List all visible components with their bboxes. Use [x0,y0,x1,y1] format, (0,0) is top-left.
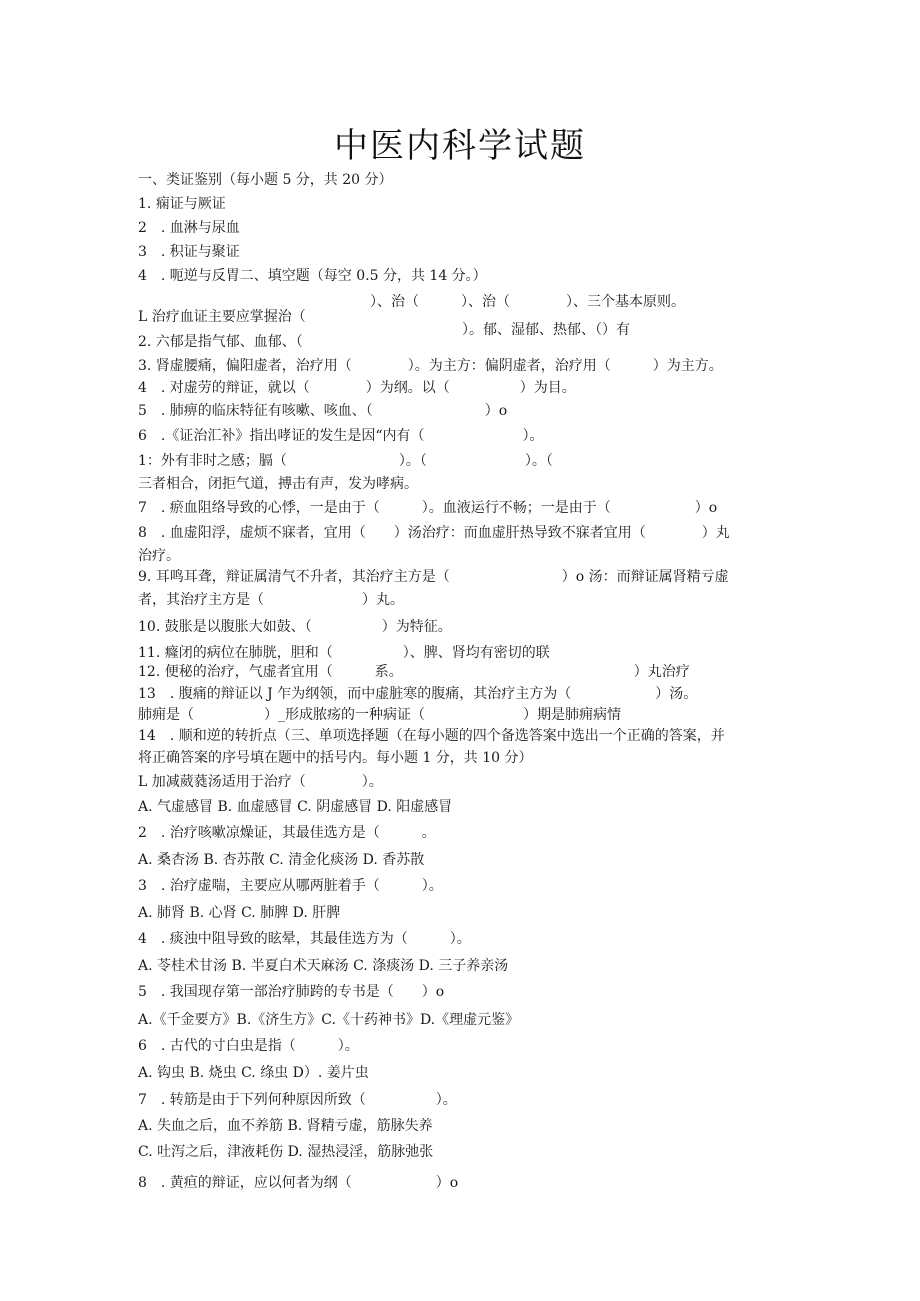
text-line: 11. 癃闭的病位在肺胱，胆和（ ）、脾、肾均有密切的联 [138,645,550,661]
text-line: 4 . 对虚劳的辩证，就以（ ）为纲。以（ ）为目。 [138,380,576,396]
text-line: 肺痈是（ ）_形成脓疡的一种病证（ ）期是肺痈病情 [138,707,621,723]
text-line: 7 . 转筋是由于下列何种原因所致（ ）。 [138,1092,457,1108]
text-line: 14 . 顺和逆的转折点（三、单项选择题（在每小题的四个备选答案中选出一个正确的答案，并 [138,728,725,744]
text-line: 治疗。 [138,548,180,564]
text-line: 2 . 血淋与尿血 [138,220,240,236]
text-line: 三者相合，闭拒气道，搏击有声，发为哮病。 [138,476,418,492]
text-line: 10. 鼓胀是以腹胀大如鼓、（ ）为特征。 [138,619,452,635]
text-line: 6 .《证治汇补》指出哮证的发生是因“内有（ ）。 [138,428,544,444]
text-line: A. 气虚感冒 B. 血虚感冒 C. 阴虚感冒 D. 阳虚感冒 [138,799,453,815]
text-line: 者，其治疗主方是（ ）丸。 [138,592,404,608]
text-line: A. 失血之后，血不养筋 B. 肾精亏虚，筋脉失养 [138,1118,433,1134]
text-line: 1. 痫证与厥证 [138,196,226,212]
text-line: A. 钩虫 B. 烧虫 C. 绦虫 D）. 姜片虫 [138,1065,369,1081]
text-line: A. 苓桂术甘汤 B. 半夏白术天麻汤 C. 涤痰汤 D. 三子养亲汤 [138,958,509,974]
text-line: 9. 耳鸣耳聋，辩证属清气不升者，其治疗主方是（ ）o 汤：而辩证属肾精亏虚 [138,569,729,585]
text-line: 3 . 积证与聚证 [138,244,240,260]
text-line: ）、治（ ）、治（ ）、三个基本原则。 [370,294,685,310]
text-line: 12. 便秘的治疗，气虚者宜用（ 系。 ）丸治疗 [138,664,690,680]
text-line: 4 . 痰浊中阻导致的眩晕，其最佳选方为（ ）。 [138,931,471,947]
text-line: 3 . 治疗虚喘，主要应从哪两脏着手（ ）。 [138,878,443,894]
text-line: 13 . 腹痛的辩证以 J 乍为纲领，而中虚脏寒的腹痛，其治疗主方为（ ）汤。 [138,686,698,702]
text-line: 1：外有非时之感；膈（ ）。（ ）。（ [138,453,553,469]
text-line: 4 . 呃逆与反胃二、填空题（每空 0.5 分，共 14 分。） [138,268,487,284]
text-line: A. 桑杏汤 B. 杏苏散 C. 清金化痰汤 D. 香苏散 [138,852,425,868]
text-line: 一、类证鉴别（每小题 5 分，共 20 分） [138,172,393,188]
text-line: 8 . 血虚阳浮，虚烦不寐者，宜用（ ）汤治疗：而血虚肝热导致不寐者宜用（ ）丸 [138,525,730,541]
text-line: 2. 六郁是指气郁、血郁、（ [138,334,303,350]
text-line: A.《千金要方》B.《济生方》C.《十药神书》D.《理虚元鉴》 [138,1012,520,1028]
text-line: 2 . 治疗咳嗽凉燥证，其最佳选方是（ 。 [138,825,436,841]
text-line: A. 肺肾 B. 心肾 C. 肺脾 D. 肝脾 [138,905,341,921]
text-line: 8 . 黄疸的辩证，应以何者为纲（ ）o [138,1175,459,1191]
text-line: C. 吐泻之后，津液耗伤 D. 湿热浸淫，筋脉弛张 [138,1144,434,1160]
text-line: ）。郁、湿郁、热郁、（）有 [462,322,630,338]
text-line: 6 . 古代的寸白虫是指（ ）。 [138,1038,359,1054]
text-line: 7 . 瘀血阻络导致的心悸，一是由于（ ）。血液运行不畅；一是由于（ ）o [138,500,718,516]
page-title: 中医内科学试题 [334,126,586,166]
text-line: L 治疗血证主要应掌握治（ [138,309,306,325]
text-line: L 加减葳蕤汤适用于治疗（ ）。 [138,774,383,790]
text-line: 5 . 我国现存第一部治疗肺跨的专书是（ ）o [138,984,445,1000]
text-line: 3. 肾虚腰痛，偏阳虚者，治疗用（ ）。为主方：偏阴虚者，治疗用（ ）为主方。 [138,358,723,374]
text-line: 将正确答案的序号填在题中的括号内。每小题 1 分，共 10 分） [138,750,533,766]
text-line: 5 . 肺痹的临床特征有咳嗽、咳血、（ ）o [138,403,508,419]
